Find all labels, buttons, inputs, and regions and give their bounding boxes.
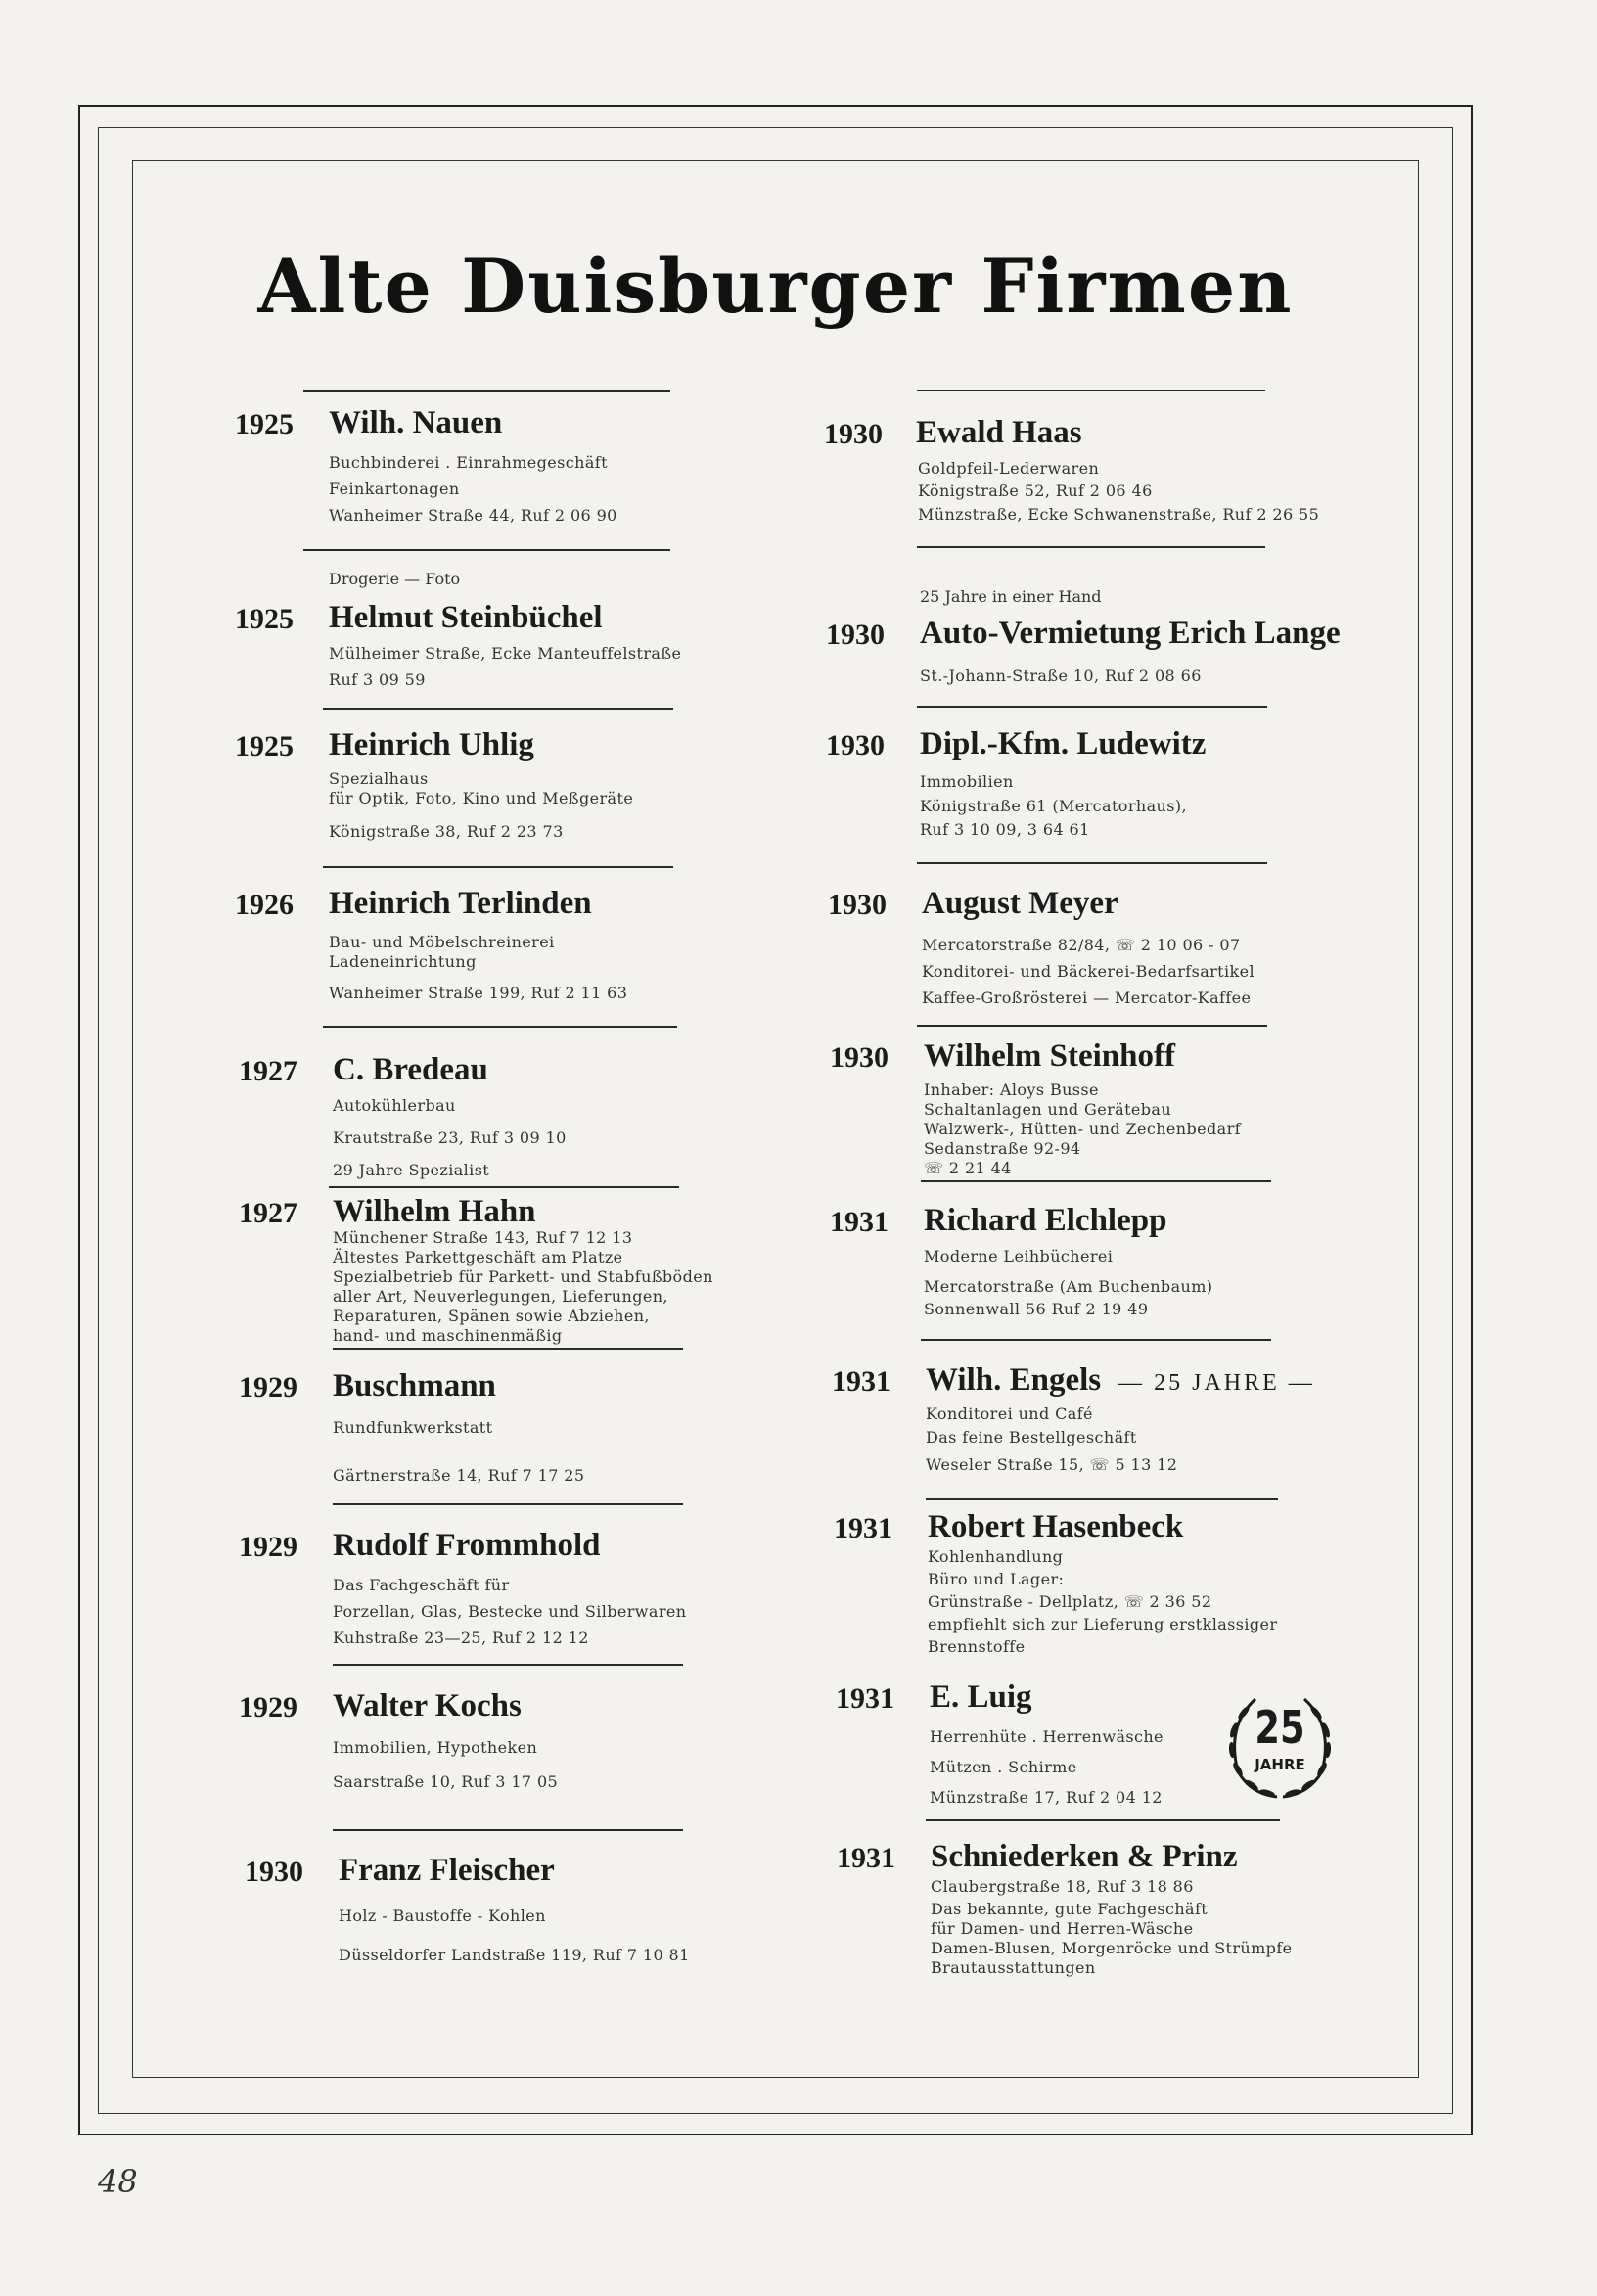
divider bbox=[323, 1026, 677, 1028]
entry-name: Auto-Vermietung Erich Lange bbox=[920, 616, 1341, 651]
entry-line: Ladeneinrichtung bbox=[329, 952, 477, 971]
entry-name: August Meyer bbox=[922, 886, 1118, 921]
divider bbox=[333, 1348, 683, 1350]
divider bbox=[329, 1186, 679, 1188]
divider bbox=[323, 866, 673, 868]
entry-line: St.-Johann-Straße 10, Ruf 2 08 66 bbox=[920, 666, 1202, 685]
entry-line: Grünstraße - Dellplatz, ☏ 2 36 52 bbox=[928, 1592, 1212, 1611]
badge-number: 25 bbox=[1255, 1701, 1305, 1754]
entry-name: Schniederken & Prinz bbox=[931, 1839, 1238, 1874]
anniversary-suffix: — 25 JAHRE — bbox=[1118, 1370, 1315, 1396]
entry-name: Wilh. Nauen bbox=[329, 405, 503, 440]
entry-line: Sonnenwall 56 Ruf 2 19 49 bbox=[924, 1300, 1149, 1318]
entry-year: 1931 bbox=[836, 1682, 894, 1715]
entry-line: Immobilien bbox=[920, 772, 1014, 791]
entry-line: Mützen . Schirme bbox=[930, 1758, 1077, 1776]
entry-year: 1927 bbox=[239, 1055, 297, 1087]
entry-line: aller Art, Neuverlegungen, Lieferungen, bbox=[333, 1287, 668, 1306]
entry-line: Damen-Blusen, Morgenröcke und Strümpfe bbox=[931, 1939, 1293, 1957]
entry-line: Ruf 3 10 09, 3 64 61 bbox=[920, 820, 1090, 839]
divider bbox=[303, 390, 670, 392]
divider bbox=[917, 862, 1267, 864]
badge-label: JAHRE bbox=[1255, 1756, 1305, 1773]
entry-name: Wilhelm Steinhoff bbox=[924, 1038, 1175, 1074]
entry-line: Sedanstraße 92-94 bbox=[924, 1139, 1081, 1158]
entry-name: Robert Hasenbeck bbox=[928, 1509, 1184, 1544]
entry-line: ☏ 2 21 44 bbox=[924, 1159, 1012, 1177]
entry-name bbox=[926, 1362, 1315, 1399]
entry-line: Das feine Bestellgeschäft bbox=[926, 1428, 1137, 1446]
entry-year: 1931 bbox=[832, 1365, 890, 1398]
page-title: Alte Duisburger Firmen bbox=[257, 243, 1294, 330]
entry-year: 1929 bbox=[239, 1371, 297, 1403]
divider bbox=[303, 549, 670, 551]
entry-line: Münzstraße 17, Ruf 2 04 12 bbox=[930, 1788, 1163, 1807]
entry-line: Das bekannte, gute Fachgeschäft bbox=[931, 1900, 1209, 1918]
entry-line: Autokühlerbau bbox=[333, 1096, 456, 1115]
entry-year: 1929 bbox=[239, 1691, 297, 1723]
entry-line: Königstraße 61 (Mercatorhaus), bbox=[920, 797, 1187, 815]
entry-line: Moderne Leihbücherei bbox=[924, 1247, 1114, 1265]
entry-line: Claubergstraße 18, Ruf 3 18 86 bbox=[931, 1877, 1194, 1896]
entry-line: Kuhstraße 23—25, Ruf 2 12 12 bbox=[333, 1629, 589, 1647]
divider bbox=[926, 1819, 1280, 1821]
entry-name: Rudolf Frommhold bbox=[333, 1528, 601, 1563]
entry-line: Immobilien, Hypotheken bbox=[333, 1738, 538, 1757]
divider bbox=[917, 1025, 1267, 1027]
entry-year: 1930 bbox=[245, 1856, 303, 1888]
entry-line: Weseler Straße 15, ☏ 5 13 12 bbox=[926, 1455, 1178, 1474]
entry-line: Gärtnerstraße 14, Ruf 7 17 25 bbox=[333, 1466, 585, 1485]
entry-line: 29 Jahre Spezialist bbox=[333, 1161, 490, 1179]
entry-line: Mülheimer Straße, Ecke Manteuffelstraße bbox=[329, 644, 682, 663]
entry-year: 1929 bbox=[239, 1531, 297, 1563]
entry-year: 1931 bbox=[830, 1206, 889, 1238]
entry-line: Reparaturen, Spänen sowie Abziehen, bbox=[333, 1307, 650, 1325]
entry-year: 1931 bbox=[834, 1512, 892, 1544]
entry-year: 1925 bbox=[235, 603, 294, 635]
entry-line: Düsseldorfer Landstraße 119, Ruf 7 10 81 bbox=[339, 1946, 690, 1964]
entry-name: Heinrich Terlinden bbox=[329, 886, 592, 921]
entry-line: hand- und maschinenmäßig bbox=[333, 1326, 563, 1345]
entry-line: Feinkartonagen bbox=[329, 480, 460, 498]
entry-line: Buchbinderei . Einrahmegeschäft bbox=[329, 453, 608, 472]
entry-year: 1930 bbox=[826, 619, 885, 651]
entry-name: Dipl.-Kfm. Ludewitz bbox=[920, 726, 1207, 761]
entry-preline: 25 Jahre in einer Hand bbox=[920, 587, 1102, 606]
entry-line: Münchener Straße 143, Ruf 7 12 13 bbox=[333, 1228, 633, 1247]
entry-line: für Damen- und Herren-Wäsche bbox=[931, 1919, 1194, 1938]
entry-year: 1925 bbox=[235, 730, 294, 762]
entry-name: Helmut Steinbüchel bbox=[329, 600, 603, 635]
entry-line: Brautausstattungen bbox=[931, 1958, 1096, 1977]
entry-name-text: Wilh. Engels bbox=[926, 1362, 1102, 1398]
entry-line: Wanheimer Straße 44, Ruf 2 06 90 bbox=[329, 506, 617, 525]
entry-name: Richard Elchlepp bbox=[924, 1203, 1167, 1238]
entry-name: Buschmann bbox=[333, 1368, 496, 1403]
entry-line: Königstraße 52, Ruf 2 06 46 bbox=[918, 482, 1153, 500]
entry-name: Ewald Haas bbox=[916, 415, 1082, 450]
entry-year: 1931 bbox=[837, 1842, 895, 1874]
divider bbox=[917, 546, 1265, 548]
entry-line: Konditorei und Café bbox=[926, 1404, 1093, 1423]
entry-line: Königstraße 38, Ruf 2 23 73 bbox=[329, 822, 564, 841]
divider bbox=[921, 1180, 1271, 1182]
entry-line: Goldpfeil-Lederwaren bbox=[918, 459, 1100, 478]
entry-year: 1930 bbox=[826, 729, 885, 761]
entry-name: Wilhelm Hahn bbox=[333, 1194, 536, 1229]
entry-line: Kohlenhandlung bbox=[928, 1547, 1064, 1566]
entry-line: Ruf 3 09 59 bbox=[329, 670, 426, 689]
entry-name: Walter Kochs bbox=[333, 1688, 522, 1723]
entry-name: E. Luig bbox=[930, 1679, 1032, 1715]
entry-line: Spezialhaus bbox=[329, 769, 429, 788]
divider bbox=[333, 1829, 683, 1831]
entry-line: Porzellan, Glas, Bestecke und Silberwaren bbox=[333, 1602, 687, 1621]
entry-line: Münzstraße, Ecke Schwanenstraße, Ruf 2 26 55 bbox=[918, 505, 1320, 524]
entry-year: 1930 bbox=[824, 418, 883, 450]
entry-line: Konditorei- und Bäckerei-Bedarfsartikel bbox=[922, 962, 1255, 981]
divider bbox=[333, 1503, 683, 1505]
entry-line: Brennstoffe bbox=[928, 1637, 1026, 1656]
divider bbox=[917, 706, 1267, 708]
entry-line: Ältestes Parkettgeschäft am Platze bbox=[333, 1248, 623, 1266]
entry-line: empfiehlt sich zur Lieferung erstklassiger bbox=[928, 1615, 1278, 1633]
entry-year: 1930 bbox=[830, 1041, 889, 1074]
entry-line: Herrenhüte . Herrenwäsche bbox=[930, 1727, 1164, 1746]
entry-preline: Drogerie — Foto bbox=[329, 570, 461, 588]
entry-line: Spezialbetrieb für Parkett- und Stabfußböden bbox=[333, 1267, 713, 1286]
entry-name: Heinrich Uhlig bbox=[329, 727, 534, 762]
page-number: 48 bbox=[98, 2163, 138, 2200]
entry-line: Mercatorstraße (Am Buchenbaum) bbox=[924, 1277, 1213, 1296]
entry-line: Kaffee-Großrösterei — Mercator-Kaffee bbox=[922, 988, 1252, 1007]
entry-line: Inhaber: Aloys Busse bbox=[924, 1080, 1099, 1099]
entry-line: für Optik, Foto, Kino und Meßgeräte bbox=[329, 789, 634, 807]
entry-line: Rundfunkwerkstatt bbox=[333, 1418, 493, 1437]
entry-line: Das Fachgeschäft für bbox=[333, 1576, 510, 1594]
entry-line: Krautstraße 23, Ruf 3 09 10 bbox=[333, 1128, 567, 1147]
entry-line: Walzwerk-, Hütten- und Zechenbedarf bbox=[924, 1120, 1241, 1138]
entry-line: Mercatorstraße 82/84, ☏ 2 10 06 - 07 bbox=[922, 936, 1241, 954]
divider bbox=[333, 1664, 683, 1666]
divider bbox=[323, 708, 673, 710]
divider bbox=[917, 390, 1265, 391]
entry-line: Saarstraße 10, Ruf 3 17 05 bbox=[333, 1772, 559, 1791]
entry-year: 1930 bbox=[828, 889, 887, 921]
divider bbox=[926, 1498, 1278, 1500]
entry-year: 1925 bbox=[235, 408, 294, 440]
entry-year: 1927 bbox=[239, 1197, 297, 1229]
entry-year: 1926 bbox=[235, 889, 294, 921]
entry-line: Wanheimer Straße 199, Ruf 2 11 63 bbox=[329, 984, 628, 1002]
entry-line: Bau- und Möbelschreinerei bbox=[329, 933, 555, 951]
anniversary-badge bbox=[1216, 1681, 1344, 1809]
entry-name: C. Bredeau bbox=[333, 1052, 488, 1087]
entry-line: Schaltanlagen und Gerätebau bbox=[924, 1100, 1172, 1119]
entry-line: Büro und Lager: bbox=[928, 1570, 1065, 1588]
entry-name: Franz Fleischer bbox=[339, 1853, 555, 1888]
entry-line: Holz - Baustoffe - Kohlen bbox=[339, 1906, 546, 1925]
divider bbox=[921, 1339, 1271, 1341]
